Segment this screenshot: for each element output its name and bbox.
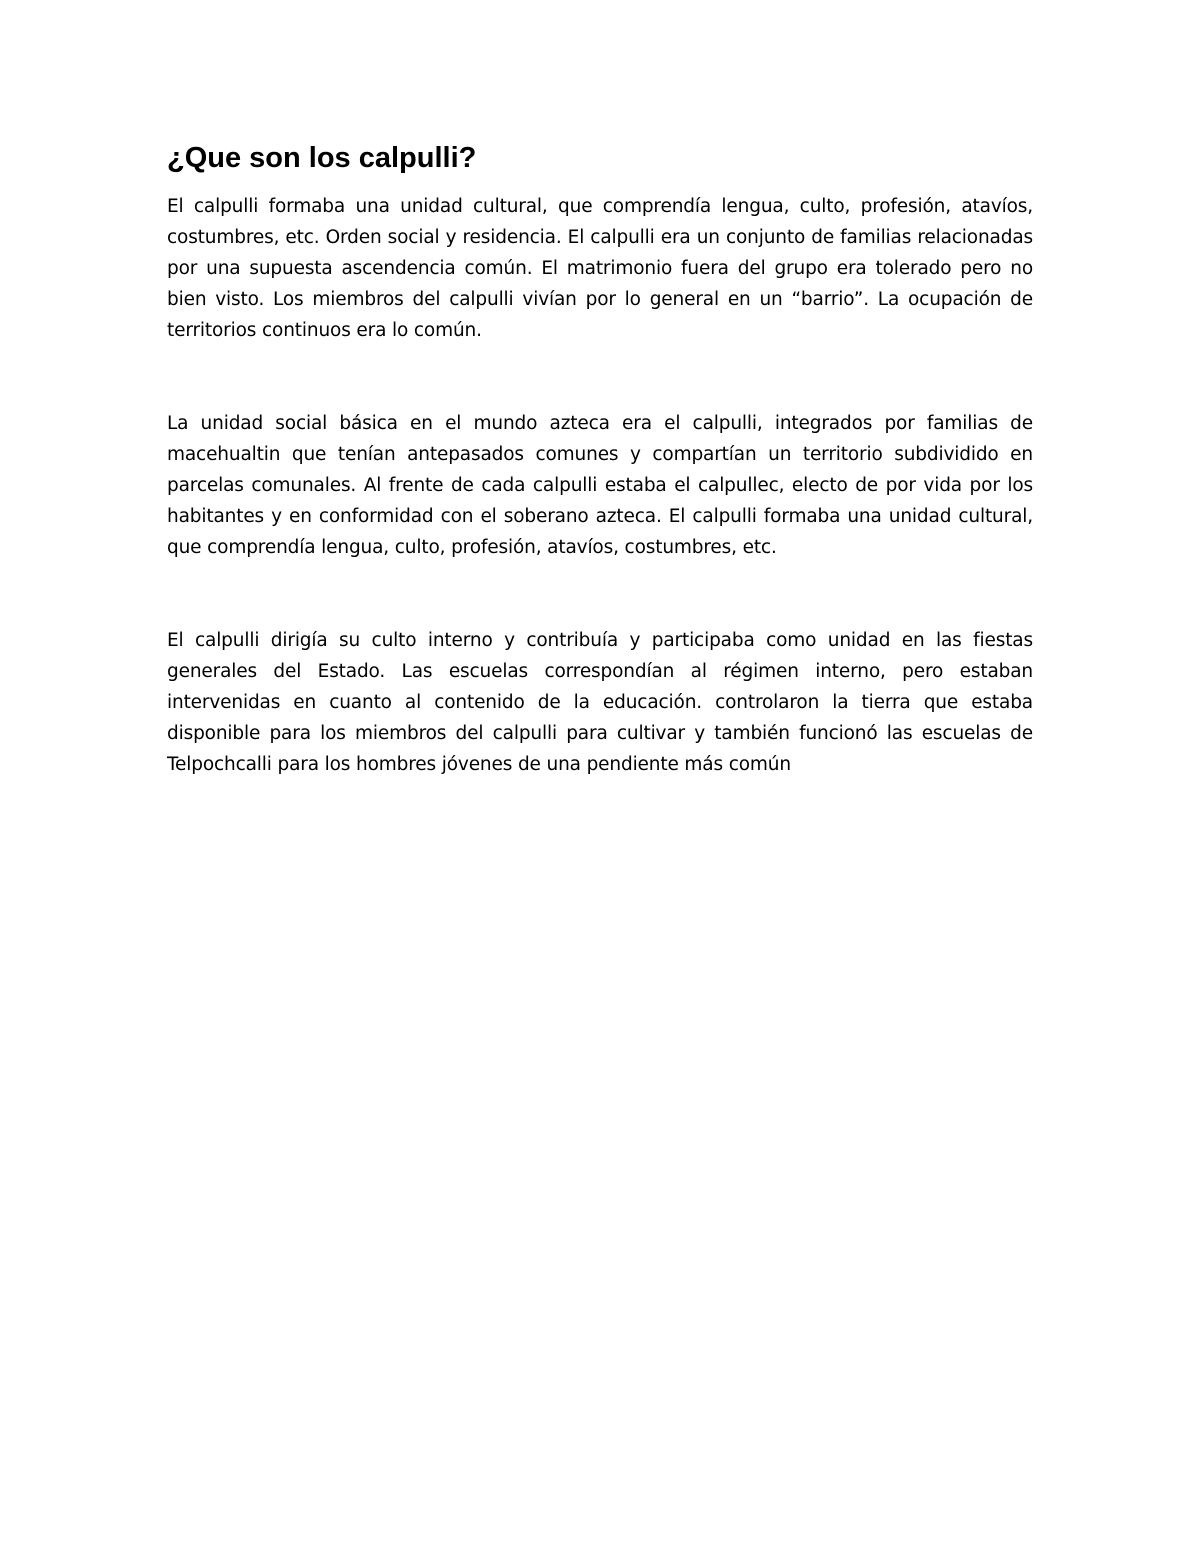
document-body [167,138,1033,780]
document-title: ¿Que son los calpulli? [167,142,477,174]
paragraph-3: El calpulli dirigía su culto interno y contribuía y participaba como unidad en las fiestas generales del Estado. Las escuelas correspondían al régimen interno, pero estaban intervenidas en cuanto al contenido de la educación. controlaron la tierra que estaba disponible para los miembros del calpulli para cultivar y también funcionó las escuelas de Telpochcalli para los hombres jóvenes de una pendiente más común [167,630,1033,775]
paragraph-1: El calpulli formaba una unidad cultural, que comprendía lengua, culto, profesión, atavíos, costumbres, etc. Orden social y residencia. El calpulli era un conjunto de familias relacionadas por una supuesta ascendencia común. El matrimonio fuera del grupo era tolerado pero no bien visto. Los miembros del calpulli vivían por lo general en un “barrio”. La ocupación de territorios continuos era lo común. [167,196,1033,341]
paragraph-2: La unidad social básica en el mundo azteca era el calpulli, integrados por familias de macehualtin que tenían antepasados comunes y compartían un territorio subdividido en parcelas comunales. Al frente de cada calpulli estaba el calpullec, electo de por vida por los habitantes y en conformidad con el soberano azteca. El calpulli formaba una unidad cultural, que comprendía lengua, culto, profesión, atavíos, costumbres, etc. [167,413,1033,558]
